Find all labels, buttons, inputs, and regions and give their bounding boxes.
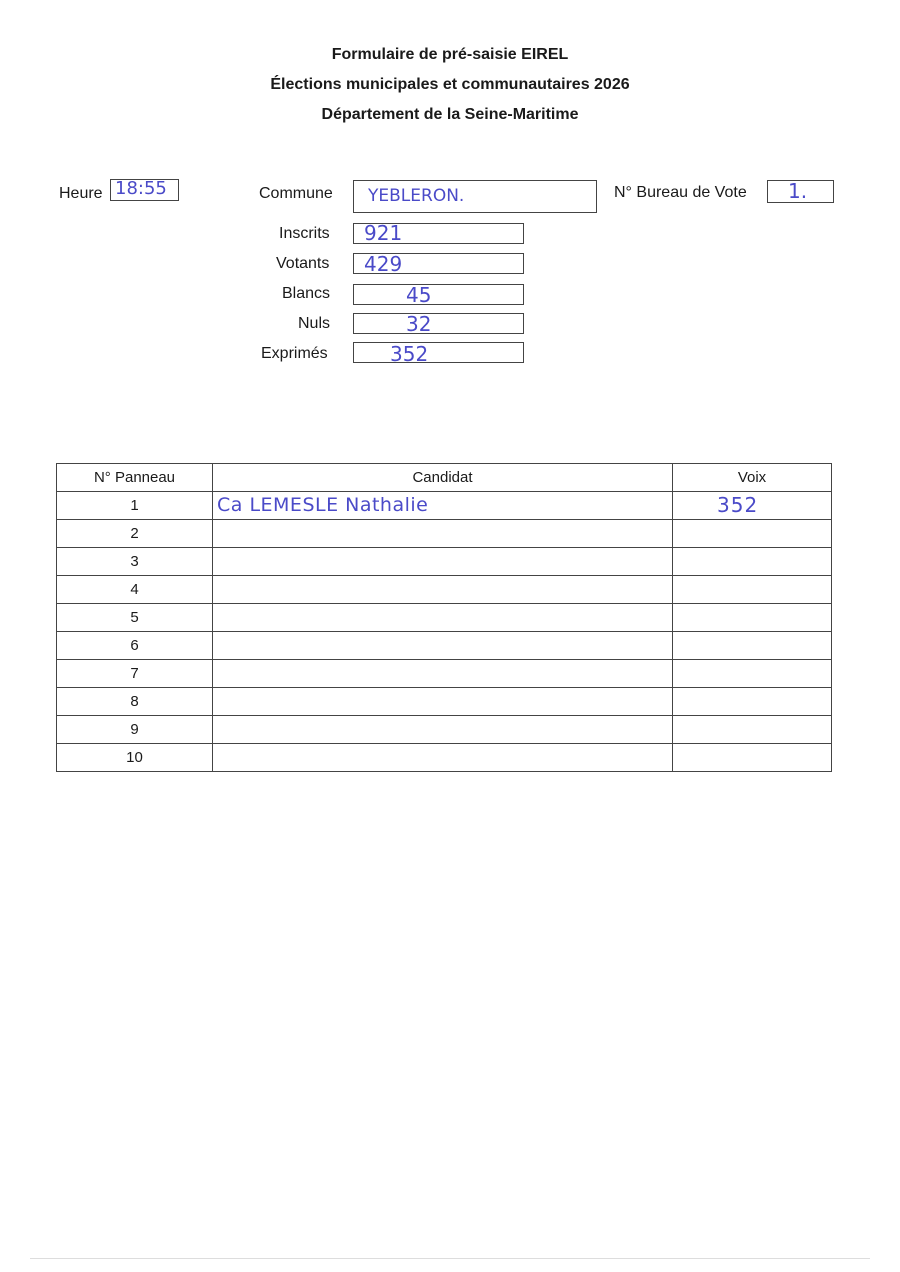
voix-cell[interactable] <box>673 576 832 604</box>
candidat-cell[interactable] <box>213 604 673 632</box>
candidat-cell[interactable] <box>213 688 673 716</box>
table-row <box>57 744 832 772</box>
voix-header: Voix <box>673 464 832 492</box>
panneau-number: 10 <box>57 744 213 772</box>
candidat-cell[interactable] <box>213 576 673 604</box>
blancs-value: 45 <box>406 283 432 307</box>
exprimes-field[interactable] <box>353 342 524 366</box>
votants-field[interactable] <box>353 253 524 274</box>
department-title: Département de la Seine-Maritime <box>321 106 579 123</box>
table-row <box>57 688 832 716</box>
votants-value: 429 <box>364 252 403 276</box>
blancs-field[interactable] <box>353 284 524 305</box>
form-title: Formulaire de pré-saisie EIREL <box>331 46 569 63</box>
table-row <box>57 660 832 688</box>
bureau-value: 1. <box>788 179 808 203</box>
candidat-cell[interactable] <box>213 632 673 660</box>
voix-cell[interactable] <box>673 660 832 688</box>
heure-label: Heure <box>59 185 103 202</box>
candidat-header: Candidat <box>213 464 673 492</box>
candidat-cell[interactable] <box>213 548 673 576</box>
panneau-header: N° Panneau <box>57 464 213 492</box>
table-header-row <box>57 464 832 492</box>
exprimes-label: Exprimés <box>261 345 328 362</box>
candidat-cell[interactable] <box>213 492 673 520</box>
nuls-field[interactable] <box>353 313 524 334</box>
panneau-number: 2 <box>57 520 213 548</box>
commune-label: Commune <box>259 185 333 202</box>
table-row <box>57 632 832 660</box>
bureau-field[interactable] <box>767 180 834 203</box>
table-row <box>57 604 832 632</box>
votants-label: Votants <box>276 255 330 272</box>
panneau-number: 9 <box>57 716 213 744</box>
voix-value: 352 <box>717 493 759 517</box>
panneau-number: 8 <box>57 688 213 716</box>
table-row <box>57 576 832 604</box>
election-title: Élections municipales et communautaires 2026 <box>270 76 630 93</box>
candidat-cell[interactable] <box>213 660 673 688</box>
nuls-label: Nuls <box>298 315 331 332</box>
voix-cell[interactable] <box>673 632 832 660</box>
panneau-number: 6 <box>57 632 213 660</box>
voix-cell[interactable] <box>673 688 832 716</box>
panneau-number: 5 <box>57 604 213 632</box>
candidat-cell[interactable] <box>213 520 673 548</box>
inscrits-field[interactable] <box>353 223 524 244</box>
blancs-label: Blancs <box>282 285 331 302</box>
panneau-number: 3 <box>57 548 213 576</box>
voix-cell[interactable] <box>673 492 832 520</box>
voix-cell[interactable] <box>673 604 832 632</box>
candidat-value: Ca LEMESLE Nathalie <box>217 494 429 516</box>
bureau-label: N° Bureau de Vote <box>614 184 747 201</box>
page-edge <box>30 1258 870 1259</box>
table-row <box>57 520 832 548</box>
inscrits-label: Inscrits <box>279 225 330 242</box>
table-row <box>57 716 832 744</box>
commune-value: YEBLERON. <box>368 186 465 206</box>
heure-field[interactable] <box>110 179 179 201</box>
nuls-value: 32 <box>406 312 432 336</box>
results-table <box>56 463 832 772</box>
exprimes-value: 352 <box>390 342 429 366</box>
heure-value: 18:55 <box>115 178 167 199</box>
voix-cell[interactable] <box>673 744 832 772</box>
candidat-cell[interactable] <box>213 744 673 772</box>
commune-field[interactable] <box>353 180 597 213</box>
table-row <box>57 548 832 576</box>
panneau-number: 1 <box>57 492 213 520</box>
table-row <box>57 492 832 520</box>
panneau-number: 7 <box>57 660 213 688</box>
voix-cell[interactable] <box>673 548 832 576</box>
candidat-cell[interactable] <box>213 716 673 744</box>
voix-cell[interactable] <box>673 716 832 744</box>
panneau-number: 4 <box>57 576 213 604</box>
voix-cell[interactable] <box>673 520 832 548</box>
inscrits-value: 921 <box>364 221 403 245</box>
